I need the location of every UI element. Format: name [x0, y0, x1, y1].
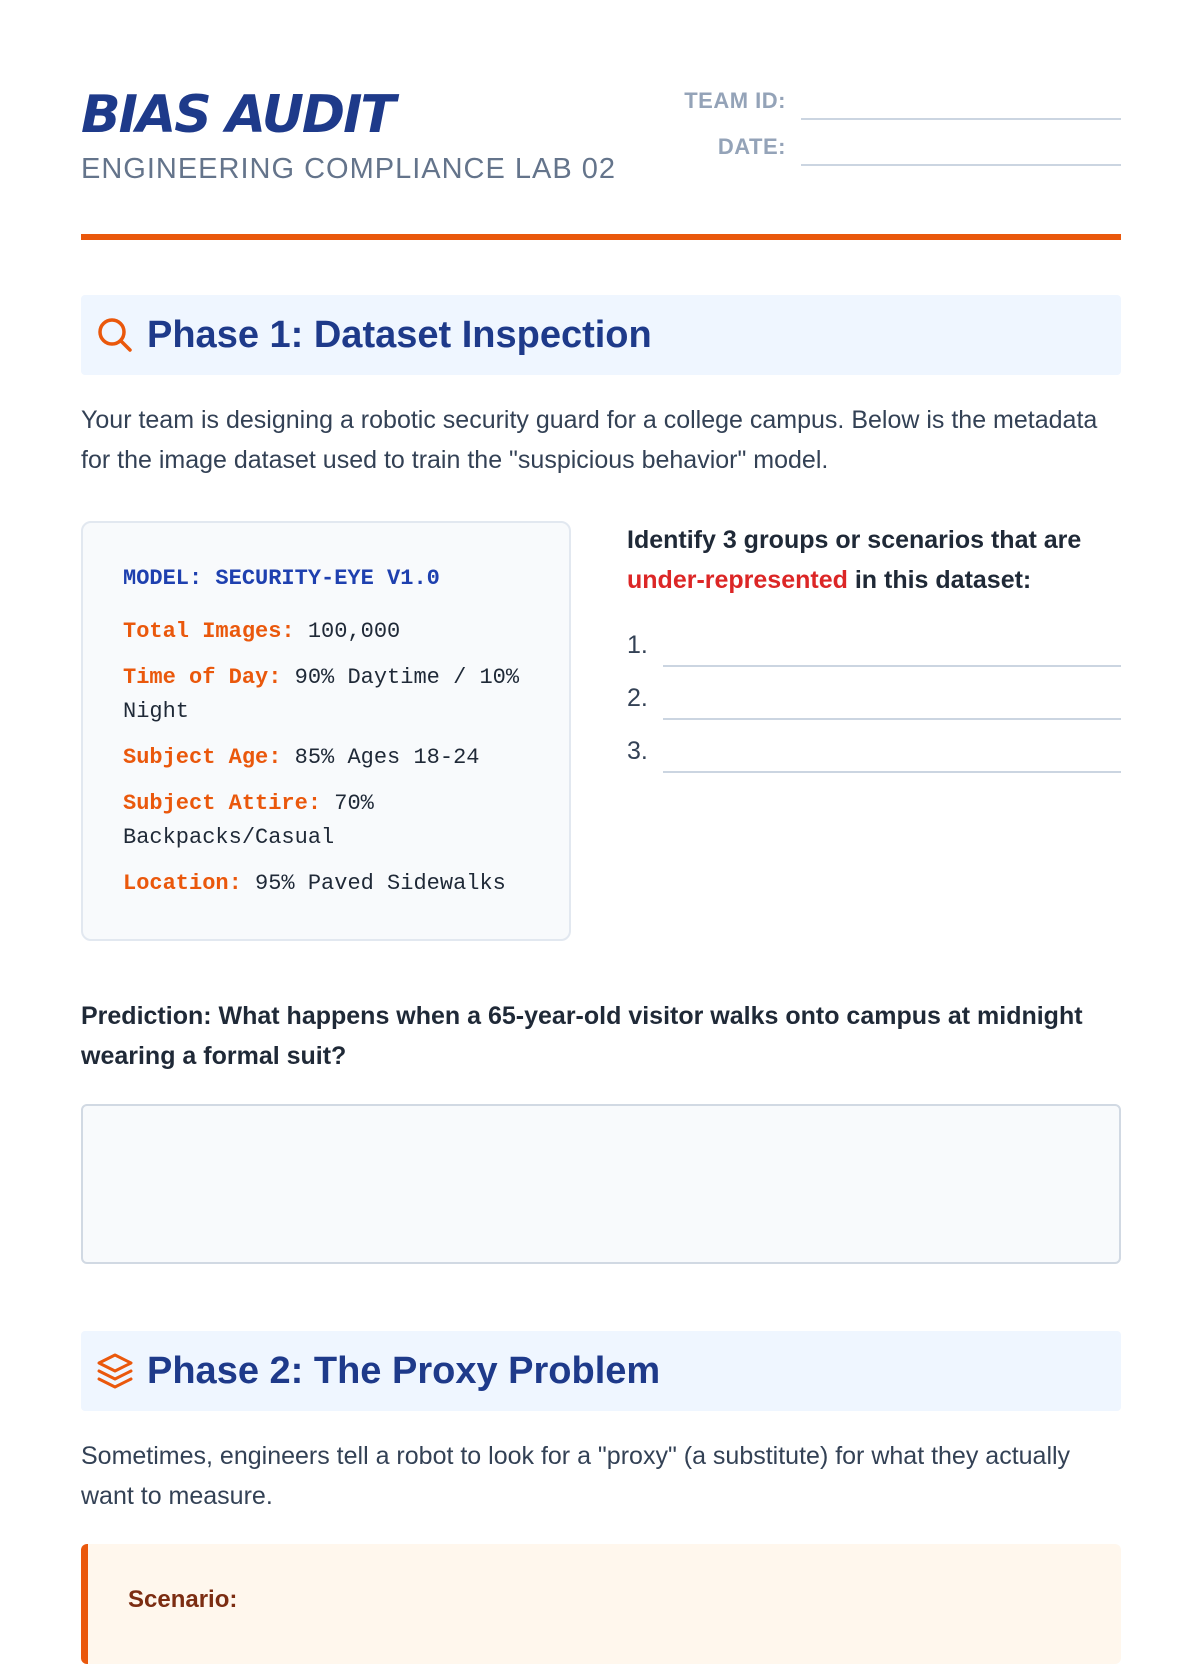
answer-blank-1[interactable] [627, 627, 1121, 667]
team-id-label: TEAM ID: [684, 88, 786, 113]
dataset-row-value: 95% Paved Sidewalks [255, 871, 506, 896]
identify-prompt [627, 520, 1121, 600]
dataset-row [123, 787, 543, 855]
date-label: DATE: [717, 134, 786, 159]
phase1-title: Phase 1: Dataset Inspection [147, 314, 652, 356]
answer-number: 1. [627, 631, 648, 659]
worksheet-subtitle: ENGINEERING COMPLIANCE LAB 02 [81, 153, 617, 185]
identify-highlight: under-represented [627, 566, 848, 594]
answer-line[interactable] [663, 771, 1121, 773]
answer-number: 3. [627, 737, 648, 765]
prediction-answer-box[interactable] [81, 1104, 1121, 1264]
worksheet-header [81, 82, 1121, 242]
dataset-card [81, 521, 571, 941]
answer-line[interactable] [663, 718, 1121, 720]
dataset-row-key: Total Images: [123, 619, 295, 644]
worksheet-title: BIAS AUDIT [81, 85, 394, 145]
dataset-row-value: 85% Ages 18-24 [294, 745, 480, 770]
dataset-row [123, 741, 543, 775]
layers-icon [95, 1351, 135, 1391]
dataset-row [123, 867, 543, 901]
phase1-header [81, 295, 1121, 375]
answer-blank-2[interactable] [627, 680, 1121, 720]
phase2-header [81, 1331, 1121, 1411]
header-divider [81, 234, 1121, 240]
phase2-intro: Sometimes, engineers tell a robot to look for a "proxy" (a substitute) for what they actually want to measure. [81, 1442, 1071, 1510]
identify-text-before: Identify 3 groups or scenarios that are [627, 526, 1082, 554]
date-field[interactable] [681, 130, 1121, 166]
dataset-row [123, 661, 543, 729]
phase2-title: Phase 2: The Proxy Problem [147, 1350, 661, 1392]
answer-line[interactable] [663, 665, 1121, 667]
dataset-row-value: 70% Backpacks/Casual [123, 791, 374, 850]
answer-blank-3[interactable] [627, 733, 1121, 773]
dataset-row-value: 100,000 [307, 619, 401, 644]
dataset-row-key: Subject Attire: [123, 791, 322, 816]
dataset-row-key: Location: [123, 871, 242, 896]
search-icon [95, 315, 135, 355]
dataset-row-key: Time of Day: [123, 665, 282, 690]
answer-number: 2. [627, 684, 648, 712]
dataset-row-value: 90% Daytime / 10% Night [123, 665, 520, 724]
dataset-row [123, 615, 543, 649]
model-name: MODEL: SECURITY-EYE V1.0 [123, 566, 440, 591]
identify-text-after: in this dataset: [847, 566, 1032, 594]
scenario-box [81, 1544, 1121, 1664]
dataset-row-key: Subject Age: [123, 745, 282, 770]
date-line[interactable] [801, 164, 1121, 166]
team-id-field[interactable] [681, 84, 1121, 120]
scenario-label: Scenario: [128, 1586, 238, 1613]
team-id-line[interactable] [801, 118, 1121, 120]
phase1-intro: Your team is designing a robotic security guard for a college campus. Below is the metadata for the image dataset used to train the "suspicious behavior" model. [81, 406, 1098, 474]
prediction-question: Prediction: What happens when a 65-year-old visitor walks onto campus at midnight wearing a formal suit? [81, 1002, 1083, 1070]
